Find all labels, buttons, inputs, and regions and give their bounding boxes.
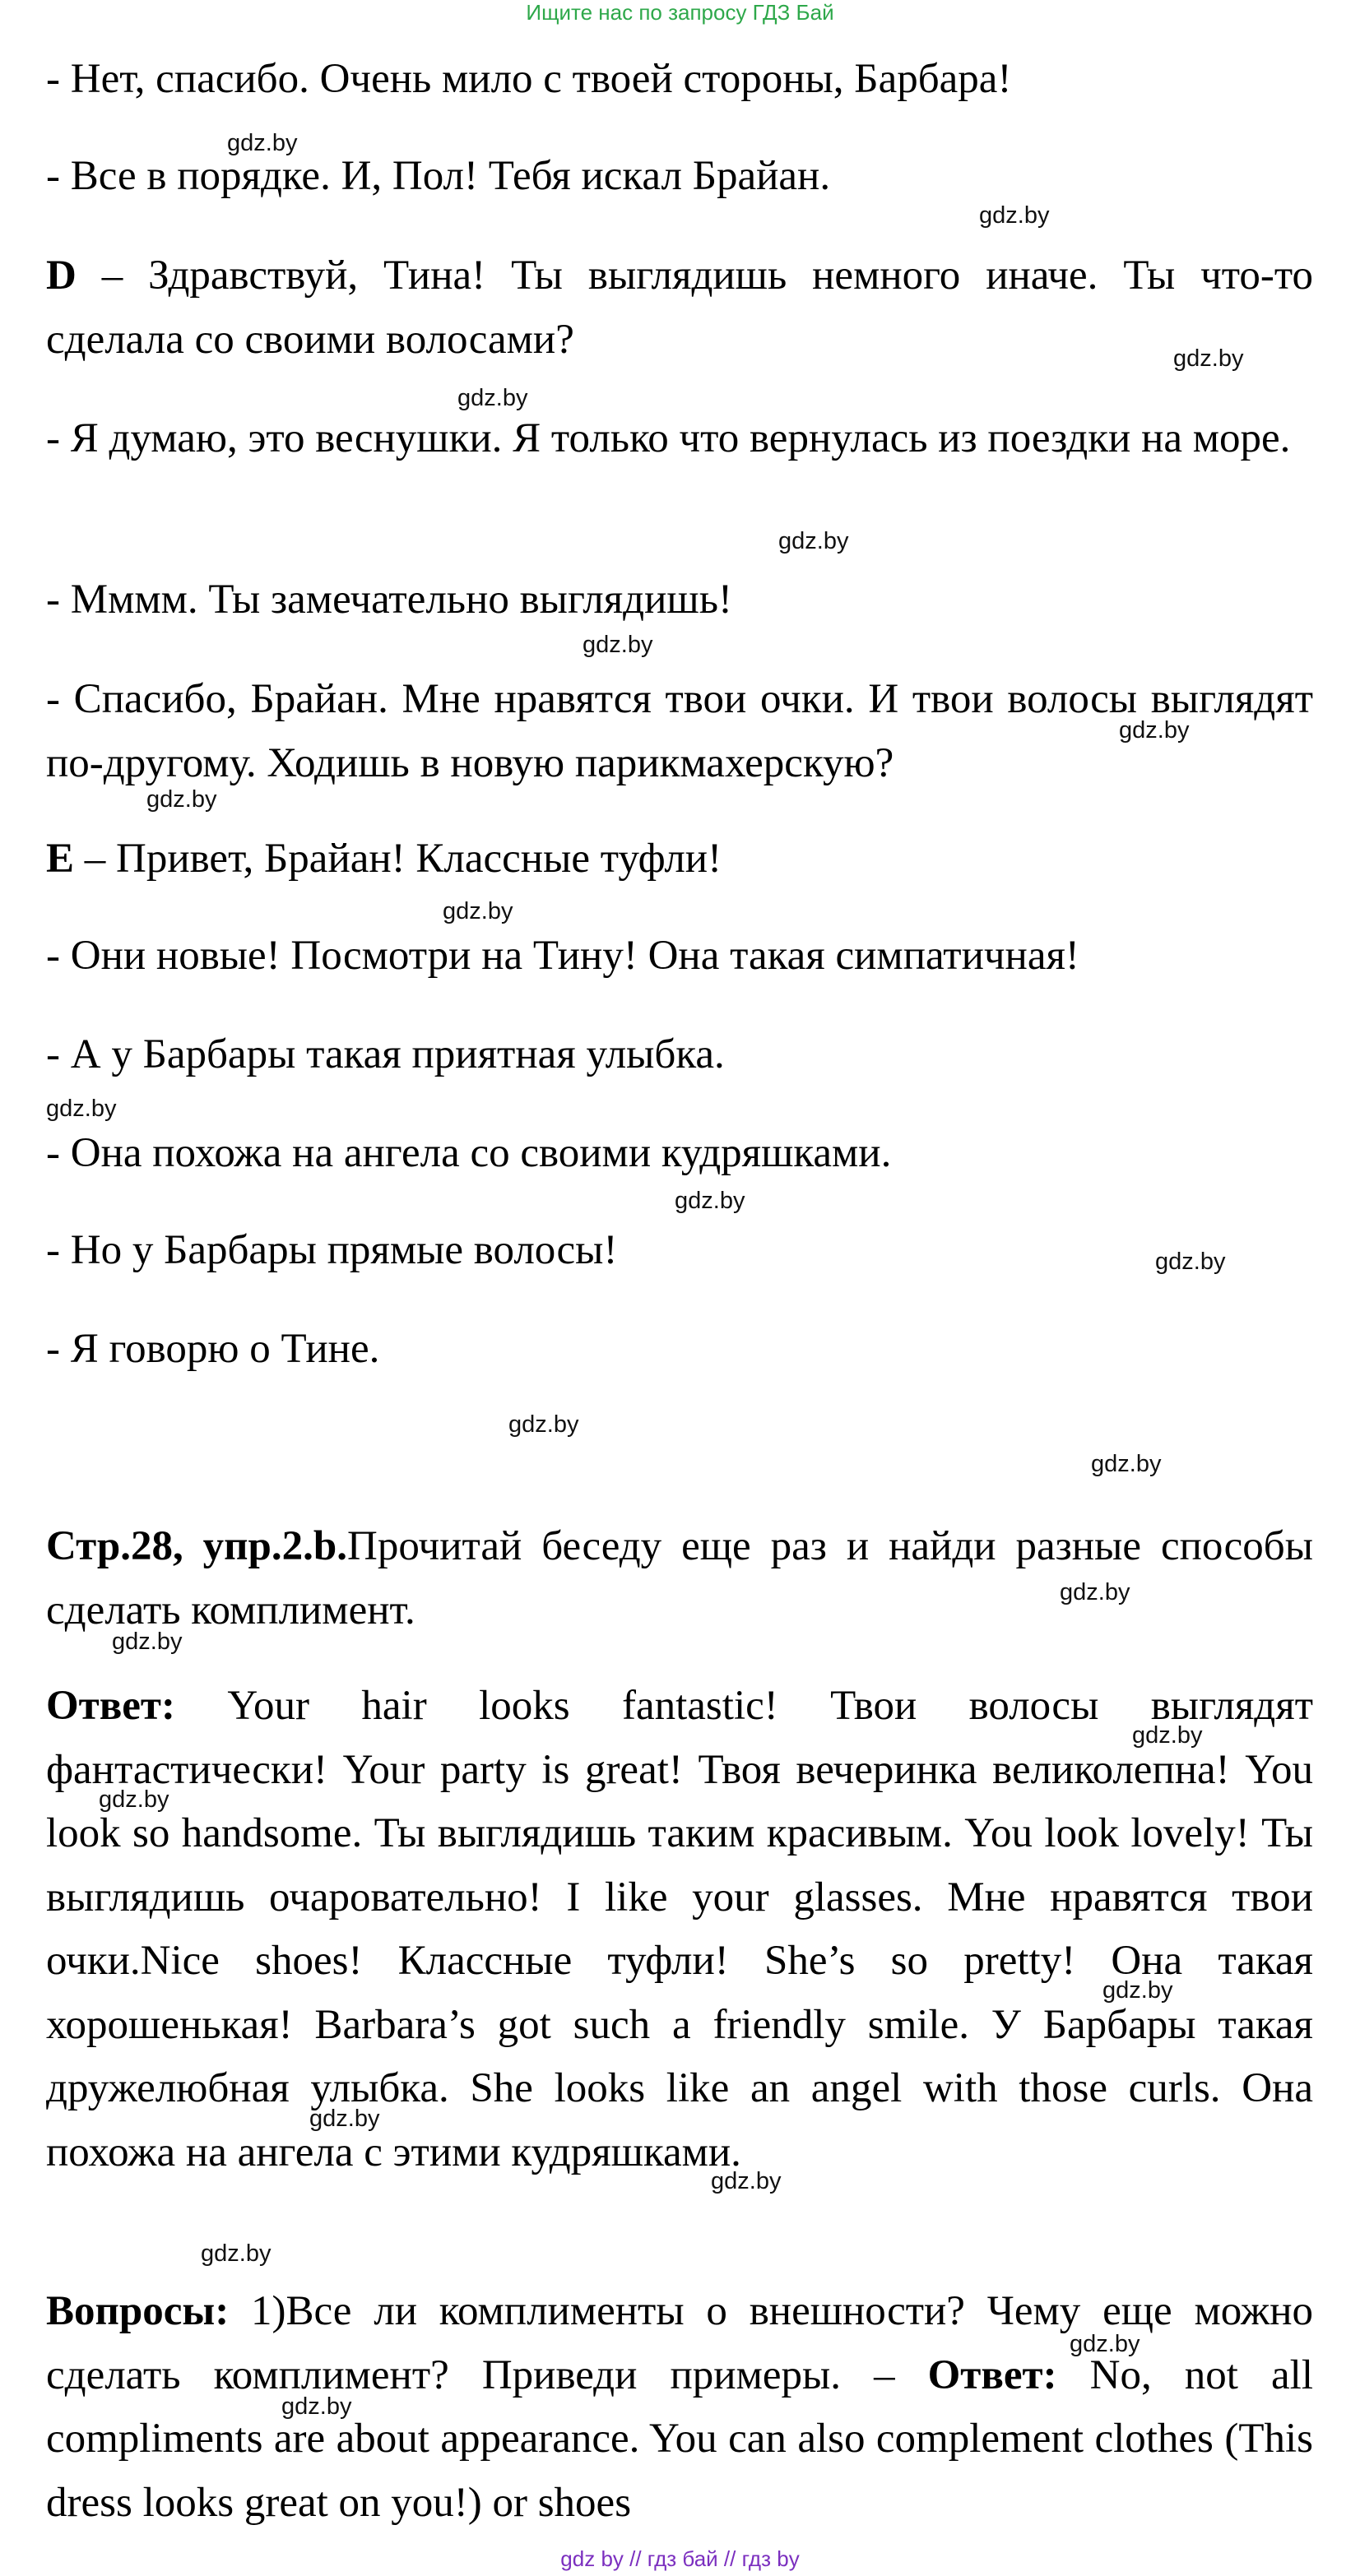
watermark-text: gdz.by — [1091, 1451, 1162, 1477]
watermark-text: gdz.by — [583, 632, 653, 658]
dialogue-text: – Здравствуй, Тина! Ты выглядишь немного иначе. Ты что-то сделала со своими волосами? — [46, 253, 1313, 363]
dialogue-line: - Она похожа на ангела со своими кудряшками. — [46, 1130, 892, 1176]
watermark-text: gdz.by — [46, 1096, 117, 1122]
watermark-text: gdz.by — [979, 202, 1050, 229]
watermark-text: gdz.by — [1132, 1722, 1203, 1749]
answer-text: Your hair looks fantastic! Твои волосы выглядят фантастически! Your party is great! Твоя вечеринка великолепна! You look so handsome. Ты выглядишь таким красивым. You look lovely! Ты выглядишь очаровательно! I like your glasses. Мне нравятся твои очки.Nice shoes! Классные туфли! She’s so pretty! Она такая хорошенькая! Barbara’s got such a friendly smile. У Барбары такая дружелюбная улыбка. She looks like an angel with those curls. Она похожа на ангела с этими кудряшками. — [46, 1683, 1313, 2175]
watermark-text: gdz.by — [1155, 1249, 1226, 1275]
watermark-text: gdz.by — [227, 130, 298, 156]
watermark-text: gdz.by — [281, 2393, 352, 2420]
dialogue-paragraph-d — [46, 244, 1313, 372]
exercise-label: Стр.28, упр.2.b. — [46, 1523, 348, 1569]
dialogue-paragraph: - Спасибо, Брайан. Мне нравятся твои очки. И твои волосы выглядят по-другому. Ходишь в новую парикмахерскую? — [46, 676, 1313, 786]
dialogue-line: - Нет, спасибо. Очень мило с твоей стороны, Барбара! — [46, 56, 1012, 102]
questions-answer-label: Ответ: — [927, 2351, 1057, 2398]
watermark-text: gdz.by — [309, 2106, 380, 2132]
watermark-text: gdz.by — [1173, 345, 1244, 372]
questions-label: Вопросы: — [46, 2288, 230, 2334]
questions-answer-text: No, not all compliments are about appearance. You can also complement clothes (This dress looks great on you!) or shoes — [46, 2351, 1313, 2526]
watermark-text: gdz.by — [675, 1188, 745, 1214]
watermark-text: gdz.by — [112, 1629, 183, 1655]
footer-banner: gdz by // гдз бай // гдз by — [560, 2546, 800, 2571]
dialogue-letter-d: D — [46, 253, 77, 299]
watermark-text: gdz.by — [508, 1411, 579, 1438]
dialogue-line: - А у Барбары такая приятная улыбка. — [46, 1031, 725, 1077]
watermark-text: gdz.by — [1119, 717, 1190, 744]
dialogue-paragraph: - Я думаю, это веснушки. Я только что вернулась из поездки на море. — [46, 415, 1291, 461]
dialogue-line: - Я говорю о Тине. — [46, 1326, 380, 1372]
dialogue-line: - Но у Барбары прямые волосы! — [46, 1227, 618, 1273]
watermark-text: gdz.by — [778, 528, 849, 554]
watermark-text: gdz.by — [1102, 1977, 1173, 2004]
watermark-text: gdz.by — [1070, 2331, 1140, 2357]
dialogue-line-e — [46, 834, 722, 883]
dialogue-line: - Мммм. Ты замечательно выглядишь! — [46, 577, 732, 623]
dialogue-line: - Они новые! Посмотри на Тину! Она такая симпатичная! — [46, 933, 1079, 979]
watermark-text: gdz.by — [201, 2240, 272, 2267]
dialogue-text: – Привет, Брайан! Классные туфли! — [74, 836, 722, 882]
watermark-text: gdz.by — [443, 898, 513, 924]
watermark-text: gdz.by — [457, 385, 528, 411]
watermark-text: gdz.by — [99, 1786, 169, 1813]
answer-paragraph — [46, 1675, 1313, 2185]
watermark-text: gdz.by — [1060, 1579, 1130, 1605]
exercise-text: Прочитай беседу еще раз и найди разные способы сделать комплимент. — [46, 1523, 1313, 1633]
watermark-text: gdz.by — [711, 2168, 782, 2194]
dialogue-letter-e: E — [46, 836, 75, 882]
questions-text: 1)Все ли комплименты о внешности? Чему еще можно сделать комплимент? Приведи примеры. – — [46, 2288, 1313, 2398]
answer-label: Ответ: — [46, 1683, 175, 1729]
questions-paragraph — [46, 2280, 1313, 2535]
dialogue-line: - Все в порядке. И, Пол! Тебя искал Брайан. — [46, 153, 831, 199]
watermark-text: gdz.by — [146, 786, 217, 813]
header-banner: Ищите нас по запросу ГДЗ Бай — [526, 0, 834, 25]
